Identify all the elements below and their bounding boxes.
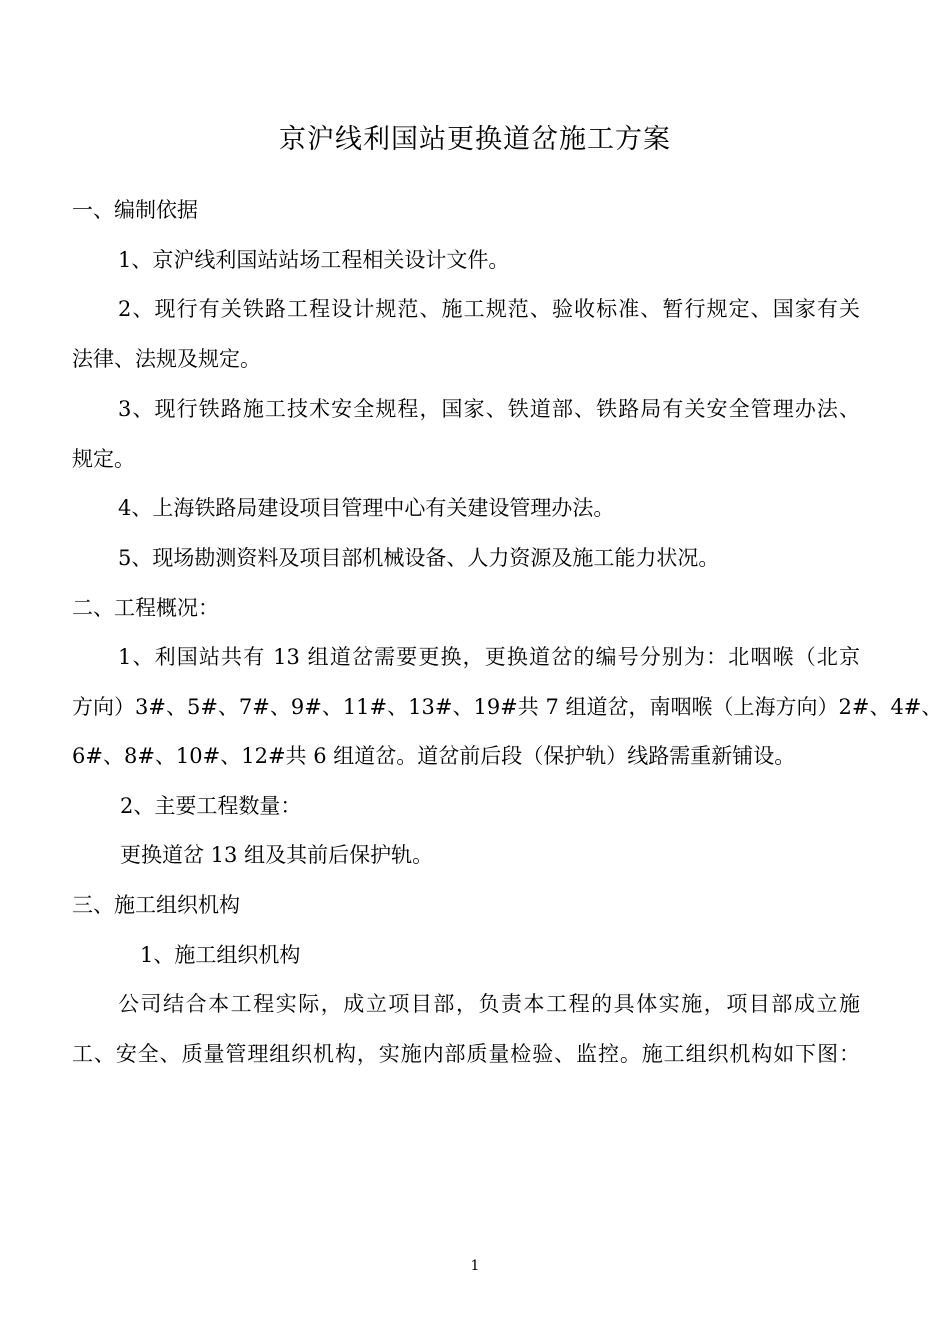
overview-item-1-line-2: 方向）3#、5#、7#、9#、11#、13#、19#共 7 组道岔，南咽喉（上海方向）2#、4#、 <box>72 695 943 719</box>
section-heading-overview: 二、工程概况： <box>72 596 219 620</box>
page-number: 1 <box>470 1258 480 1274</box>
organization-paragraph-line-1: 公司结合本工程实际，成立项目部，负责本工程的具体实施，项目部成立施 <box>118 992 860 1016</box>
section-heading-organization: 三、施工组织机构 <box>72 893 240 917</box>
basis-item-2-line-2: 法律、法规及规定。 <box>72 347 261 371</box>
overview-item-2: 2、主要工程数量： <box>120 794 302 818</box>
section-heading-basis: 一、编制依据 <box>72 198 198 222</box>
basis-item-2-line-1: 2、现行有关铁路工程设计规范、施工规范、验收标准、暂行规定、国家有关 <box>118 297 860 321</box>
basis-item-4: 4、上海铁路局建设项目管理中心有关建设管理办法。 <box>118 496 615 520</box>
basis-item-3-line-1: 3、现行铁路施工技术安全规程，国家、铁道部、铁路局有关安全管理办法、 <box>118 397 860 421</box>
overview-item-1-line-1: 1、利国站共有 13 组道岔需要更换，更换道岔的编号分别为：北咽喉（北京 <box>118 645 860 669</box>
basis-item-3-line-2: 规定。 <box>72 447 135 471</box>
document-title: 京沪线利国站更换道岔施工方案 <box>279 124 671 155</box>
basis-item-5: 5、现场勘测资料及项目部机械设备、人力资源及施工能力状况。 <box>118 546 720 570</box>
organization-subheading-1: 1、施工组织机构 <box>140 943 301 967</box>
overview-item-1-line-3: 6#、8#、10#、12#共 6 组道岔。道岔前后段（保护轨）线路需重新铺设。 <box>72 744 796 768</box>
overview-item-2-detail: 更换道岔 13 组及其前后保护轨。 <box>120 843 434 867</box>
basis-item-1: 1、京沪线利国站站场工程相关设计文件。 <box>118 248 510 272</box>
organization-paragraph-line-2: 工、安全、质量管理组织机构，实施内部质量检验、监控。施工组织机构如下图： <box>72 1042 860 1066</box>
